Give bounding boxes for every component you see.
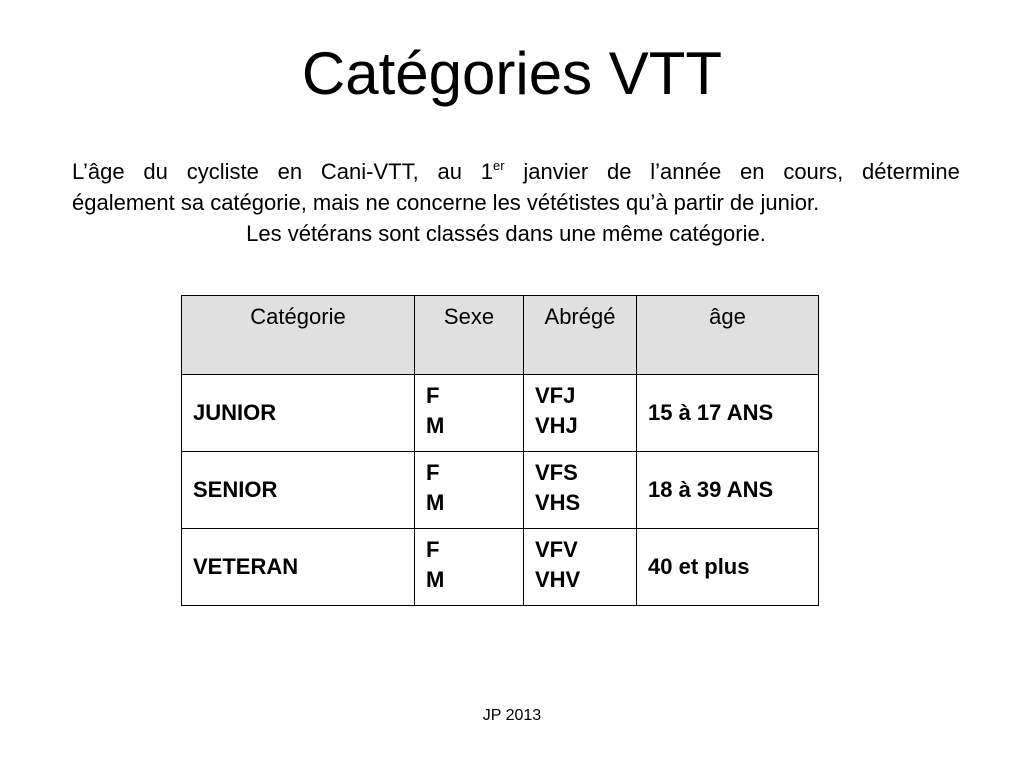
intro-line-1 <box>72 156 960 187</box>
cell-abrege-value: VHV <box>535 567 581 592</box>
cell-abrege <box>524 529 637 606</box>
cell-abrege-value: VFS <box>535 460 578 485</box>
cell-categorie: VETERAN <box>182 529 415 606</box>
cell-abrege <box>524 375 637 452</box>
intro-ordinal <box>481 156 505 187</box>
cell-sexe <box>415 375 524 452</box>
intro-word: l’année <box>650 159 722 184</box>
table-header-row <box>182 296 819 375</box>
cell-age: 15 à 17 ANS <box>637 375 819 452</box>
intro-word: cours, <box>783 159 844 184</box>
cell-age: 40 et plus <box>637 529 819 606</box>
header-age: âge <box>637 296 819 375</box>
intro-ordinal-superscript: er <box>493 158 505 173</box>
cell-sexe <box>415 529 524 606</box>
cell-sexe-value: M <box>426 567 445 592</box>
intro-word: au <box>437 159 462 184</box>
intro-word: cycliste <box>186 159 259 184</box>
categories-table <box>181 295 819 606</box>
intro-word: janvier <box>523 159 589 184</box>
cell-sexe-value: M <box>426 413 445 438</box>
header-abrege: Abrégé <box>524 296 637 375</box>
intro-word: en <box>740 159 765 184</box>
intro-word: L’âge <box>72 159 125 184</box>
intro-word: en <box>277 159 303 184</box>
intro-line-2: également sa catégorie, mais ne concerne les vététistes qu’à partir de junior. <box>72 190 820 215</box>
intro-word: du <box>143 159 168 184</box>
intro-word: Cani-VTT, <box>320 159 419 184</box>
cell-sexe <box>415 452 524 529</box>
cell-abrege-value: VFJ <box>535 383 576 408</box>
cell-abrege-value: VHJ <box>535 413 578 438</box>
table-row <box>182 452 819 529</box>
intro-word: détermine <box>862 159 960 184</box>
cell-sexe-value: F <box>426 383 440 408</box>
table-row <box>182 529 819 606</box>
cell-abrege-value: VFV <box>535 537 578 562</box>
table-row <box>182 375 819 452</box>
intro-line-3: Les vétérans sont classés dans une même catégorie. <box>246 221 766 246</box>
cell-abrege <box>524 452 637 529</box>
header-categorie: Catégorie <box>182 296 415 375</box>
cell-sexe-value: F <box>426 460 440 485</box>
intro-word: de <box>607 159 632 184</box>
cell-abrege-value: VHS <box>535 490 581 515</box>
footer-text: JP 2013 <box>482 707 542 724</box>
cell-sexe-value: F <box>426 537 440 562</box>
cell-age: 18 à 39 ANS <box>637 452 819 529</box>
header-sexe: Sexe <box>415 296 524 375</box>
intro-paragraph <box>72 156 960 249</box>
cell-sexe-value: M <box>426 490 445 515</box>
intro-ordinal-number: 1 <box>480 159 494 184</box>
cell-categorie: SENIOR <box>182 452 415 529</box>
slide-title: Catégories VTT <box>301 40 723 107</box>
cell-categorie: JUNIOR <box>182 375 415 452</box>
